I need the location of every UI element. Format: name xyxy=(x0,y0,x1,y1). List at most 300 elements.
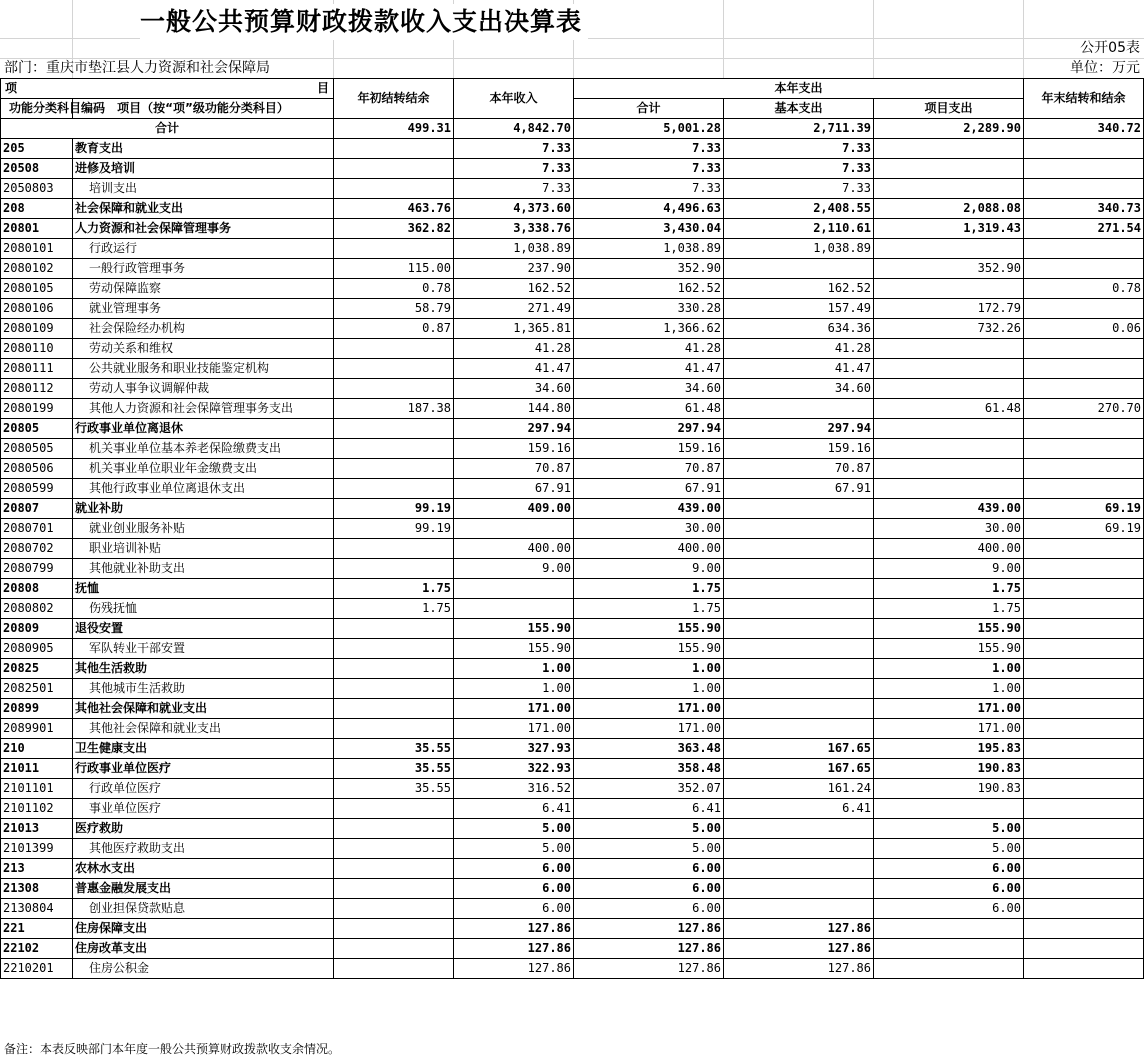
cell-name: 行政事业单位离退休 xyxy=(73,419,334,439)
cell-income: 70.87 xyxy=(454,459,574,479)
cell-code: 2080199 xyxy=(1,399,73,419)
cell-opening xyxy=(334,719,454,739)
cell-opening xyxy=(334,799,454,819)
cell-income: 409.00 xyxy=(454,499,574,519)
cell-code: 2080505 xyxy=(1,439,73,459)
cell-basic: 6.41 xyxy=(724,799,874,819)
cell-opening xyxy=(334,339,454,359)
cell-code: 20899 xyxy=(1,699,73,719)
cell-closing: 340.72 xyxy=(1024,119,1144,139)
cell-closing xyxy=(1024,559,1144,579)
cell-basic: 34.60 xyxy=(724,379,874,399)
cell-name: 机关事业单位职业年金缴费支出 xyxy=(73,459,334,479)
cell-code: 2080702 xyxy=(1,539,73,559)
cell-code: 2080905 xyxy=(1,639,73,659)
cell-code: 2089901 xyxy=(1,719,73,739)
cell-closing: 271.54 xyxy=(1024,219,1144,239)
cell-opening xyxy=(334,379,454,399)
table-row xyxy=(1,619,1144,639)
cell-basic: 67.91 xyxy=(724,479,874,499)
cell-total: 70.87 xyxy=(574,459,724,479)
cell-closing xyxy=(1024,439,1144,459)
cell-income: 271.49 xyxy=(454,299,574,319)
table-row xyxy=(1,819,1144,839)
cell-total: 1,366.62 xyxy=(574,319,724,339)
cell-basic xyxy=(724,519,874,539)
cell-total: 1.00 xyxy=(574,679,724,699)
cell-closing xyxy=(1024,699,1144,719)
table-row xyxy=(1,699,1144,719)
cell-income: 327.93 xyxy=(454,739,574,759)
cell-basic: 7.33 xyxy=(724,179,874,199)
cell-name: 劳动保障监察 xyxy=(73,279,334,299)
cell-name: 退役安置 xyxy=(73,619,334,639)
cell-basic: 2,711.39 xyxy=(724,119,874,139)
table-row xyxy=(1,559,1144,579)
cell-income: 7.33 xyxy=(454,179,574,199)
cell-project xyxy=(874,959,1024,979)
cell-total: 127.86 xyxy=(574,939,724,959)
cell-code: 2130804 xyxy=(1,899,73,919)
cell-project: 1.75 xyxy=(874,599,1024,619)
cell-closing xyxy=(1024,579,1144,599)
table-row xyxy=(1,799,1144,819)
cell-opening xyxy=(334,699,454,719)
cell-basic xyxy=(724,579,874,599)
cell-total: 61.48 xyxy=(574,399,724,419)
cell-basic: 161.24 xyxy=(724,779,874,799)
cell-code: 2101399 xyxy=(1,839,73,859)
cell-opening: 58.79 xyxy=(334,299,454,319)
cell-basic xyxy=(724,639,874,659)
cell-total: 439.00 xyxy=(574,499,724,519)
header-mu: 目 xyxy=(316,81,329,95)
cell-name: 住房保障支出 xyxy=(73,919,334,939)
cell-income xyxy=(454,579,574,599)
cell-income: 1,038.89 xyxy=(454,239,574,259)
cell-opening xyxy=(334,619,454,639)
cell-code: 20801 xyxy=(1,219,73,239)
cell-income: 155.90 xyxy=(454,619,574,639)
cell-basic: 167.65 xyxy=(724,739,874,759)
cell-opening xyxy=(334,899,454,919)
cell-income: 67.91 xyxy=(454,479,574,499)
cell-closing xyxy=(1024,659,1144,679)
cell-total: 5.00 xyxy=(574,839,724,859)
cell-income: 1,365.81 xyxy=(454,319,574,339)
header-expense-group: 本年支出 xyxy=(574,79,1024,99)
cell-closing: 0.78 xyxy=(1024,279,1144,299)
cell-name: 一般行政管理事务 xyxy=(73,259,334,279)
cell-project: 61.48 xyxy=(874,399,1024,419)
table-row xyxy=(1,239,1144,259)
cell-basic xyxy=(724,899,874,919)
cell-name: 人力资源和社会保障管理事务 xyxy=(73,219,334,239)
table-row xyxy=(1,459,1144,479)
cell-project: 1.75 xyxy=(874,579,1024,599)
table-row xyxy=(1,479,1144,499)
cell-code: 208 xyxy=(1,199,73,219)
cell-name: 其他医疗救助支出 xyxy=(73,839,334,859)
header-total: 合计 xyxy=(574,99,724,119)
table-row xyxy=(1,579,1144,599)
cell-project: 195.83 xyxy=(874,739,1024,759)
cell-total: 9.00 xyxy=(574,559,724,579)
cell-code: 2101102 xyxy=(1,799,73,819)
cell-code: 22102 xyxy=(1,939,73,959)
cell-code: 21308 xyxy=(1,879,73,899)
table-row xyxy=(1,759,1144,779)
table-row xyxy=(1,439,1144,459)
header-closing-balance: 年末结转和结余 xyxy=(1024,79,1144,119)
table-row xyxy=(1,219,1144,239)
cell-code: 2080106 xyxy=(1,299,73,319)
header-opening-balance: 年初结转结余 xyxy=(334,79,454,119)
cell-closing xyxy=(1024,859,1144,879)
cell-code: 21013 xyxy=(1,819,73,839)
cell-basic xyxy=(724,859,874,879)
table-row xyxy=(1,959,1144,979)
cell-name: 其他人力资源和社会保障管理事务支出 xyxy=(73,399,334,419)
cell-total: 352.07 xyxy=(574,779,724,799)
cell-closing xyxy=(1024,799,1144,819)
cell-closing xyxy=(1024,819,1144,839)
cell-closing xyxy=(1024,919,1144,939)
cell-name: 进修及培训 xyxy=(73,159,334,179)
cell-code: 20508 xyxy=(1,159,73,179)
cell-closing xyxy=(1024,939,1144,959)
cell-code: 2080101 xyxy=(1,239,73,259)
table-row xyxy=(1,899,1144,919)
cell-closing xyxy=(1024,739,1144,759)
cell-basic xyxy=(724,679,874,699)
cell-total: 3,430.04 xyxy=(574,219,724,239)
cell-project xyxy=(874,279,1024,299)
cell-closing xyxy=(1024,379,1144,399)
table-row xyxy=(1,499,1144,519)
cell-opening: 1.75 xyxy=(334,579,454,599)
cell-project: 6.00 xyxy=(874,879,1024,899)
cell-closing xyxy=(1024,899,1144,919)
table-row xyxy=(1,179,1144,199)
cell-project: 155.90 xyxy=(874,639,1024,659)
cell-income: 297.94 xyxy=(454,419,574,439)
cell-total: 330.28 xyxy=(574,299,724,319)
cell-basic: 127.86 xyxy=(724,919,874,939)
cell-opening: 362.82 xyxy=(334,219,454,239)
cell-project: 6.00 xyxy=(874,859,1024,879)
cell-total: 30.00 xyxy=(574,519,724,539)
cell-code: 20825 xyxy=(1,659,73,679)
cell-closing xyxy=(1024,139,1144,159)
cell-code: 2050803 xyxy=(1,179,73,199)
cell-basic xyxy=(724,719,874,739)
cell-total: 1.75 xyxy=(574,579,724,599)
table-row xyxy=(1,339,1144,359)
cell-code: 20809 xyxy=(1,619,73,639)
cell-opening xyxy=(334,939,454,959)
cell-code: 2080599 xyxy=(1,479,73,499)
header-income: 本年收入 xyxy=(454,79,574,119)
cell-basic xyxy=(724,499,874,519)
cell-closing xyxy=(1024,359,1144,379)
cell-total: 159.16 xyxy=(574,439,724,459)
cell-code: 2080799 xyxy=(1,559,73,579)
table-row xyxy=(1,419,1144,439)
cell-basic xyxy=(724,619,874,639)
header-project: 项目支出 xyxy=(874,99,1024,119)
cell-project: 172.79 xyxy=(874,299,1024,319)
cell-closing: 69.19 xyxy=(1024,519,1144,539)
cell-closing xyxy=(1024,339,1144,359)
cell-total: 171.00 xyxy=(574,719,724,739)
table-row xyxy=(1,519,1144,539)
cell-basic: 7.33 xyxy=(724,159,874,179)
cell-name: 其他就业补助支出 xyxy=(73,559,334,579)
cell-opening xyxy=(334,359,454,379)
cell-closing xyxy=(1024,619,1144,639)
cell-code: 210 xyxy=(1,739,73,759)
cell-income: 127.86 xyxy=(454,959,574,979)
cell-name: 抚恤 xyxy=(73,579,334,599)
cell-opening xyxy=(334,879,454,899)
table-row xyxy=(1,159,1144,179)
cell-name: 机关事业单位基本养老保险缴费支出 xyxy=(73,439,334,459)
cell-income: 6.41 xyxy=(454,799,574,819)
cell-closing: 0.06 xyxy=(1024,319,1144,339)
table-row xyxy=(1,639,1144,659)
cell-code: 2080105 xyxy=(1,279,73,299)
table-row xyxy=(1,779,1144,799)
cell-code: 2080109 xyxy=(1,319,73,339)
cell-name: 卫生健康支出 xyxy=(73,739,334,759)
cell-basic xyxy=(724,699,874,719)
cell-closing xyxy=(1024,839,1144,859)
cell-income: 6.00 xyxy=(454,899,574,919)
table-body xyxy=(1,119,1144,979)
cell-code: 213 xyxy=(1,859,73,879)
cell-code: 2080110 xyxy=(1,339,73,359)
cell-income xyxy=(454,599,574,619)
cell-basic xyxy=(724,839,874,859)
cell-name: 普惠金融发展支出 xyxy=(73,879,334,899)
cell-income: 34.60 xyxy=(454,379,574,399)
cell-income xyxy=(454,519,574,539)
table-row xyxy=(1,259,1144,279)
cell-project: 439.00 xyxy=(874,499,1024,519)
cell-name: 住房改革支出 xyxy=(73,939,334,959)
cell-code: 20808 xyxy=(1,579,73,599)
cell-income: 127.86 xyxy=(454,919,574,939)
cell-name: 其他社会保障和就业支出 xyxy=(73,719,334,739)
cell-total: 162.52 xyxy=(574,279,724,299)
cell-income: 316.52 xyxy=(454,779,574,799)
table-row xyxy=(1,719,1144,739)
table-row xyxy=(1,659,1144,679)
cell-income: 1.00 xyxy=(454,679,574,699)
cell-closing xyxy=(1024,419,1144,439)
cell-basic: 159.16 xyxy=(724,439,874,459)
cell-project xyxy=(874,939,1024,959)
cell-income: 1.00 xyxy=(454,659,574,679)
cell-closing xyxy=(1024,539,1144,559)
cell-code: 2210201 xyxy=(1,959,73,979)
cell-total: 5,001.28 xyxy=(574,119,724,139)
cell-project xyxy=(874,919,1024,939)
cell-project: 5.00 xyxy=(874,819,1024,839)
cell-opening xyxy=(334,539,454,559)
cell-income: 171.00 xyxy=(454,719,574,739)
cell-project: 5.00 xyxy=(874,839,1024,859)
cell-code: 2080111 xyxy=(1,359,73,379)
cell-project: 190.83 xyxy=(874,759,1024,779)
table-row xyxy=(1,599,1144,619)
cell-total: 4,496.63 xyxy=(574,199,724,219)
cell-opening xyxy=(334,919,454,939)
cell-closing xyxy=(1024,259,1144,279)
cell-basic: 297.94 xyxy=(724,419,874,439)
cell-project: 2,289.90 xyxy=(874,119,1024,139)
cell-total: 6.00 xyxy=(574,859,724,879)
cell-opening xyxy=(334,139,454,159)
cell-opening xyxy=(334,559,454,579)
cell-name: 社会保障和就业支出 xyxy=(73,199,334,219)
cell-name: 农林水支出 xyxy=(73,859,334,879)
cell-closing xyxy=(1024,599,1144,619)
cell-income: 171.00 xyxy=(454,699,574,719)
cell-name: 教育支出 xyxy=(73,139,334,159)
cell-opening: 499.31 xyxy=(334,119,454,139)
cell-project: 9.00 xyxy=(874,559,1024,579)
cell-project xyxy=(874,459,1024,479)
cell-opening xyxy=(334,479,454,499)
cell-project: 171.00 xyxy=(874,719,1024,739)
table-row xyxy=(1,359,1144,379)
table-row xyxy=(1,379,1144,399)
cell-project xyxy=(874,419,1024,439)
header-name: 项目（按“项”级功能分类科目） xyxy=(73,99,334,119)
cell-project: 2,088.08 xyxy=(874,199,1024,219)
cell-name: 就业补助 xyxy=(73,499,334,519)
page-title: 一般公共预算财政拨款收入支出决算表 xyxy=(140,4,588,40)
cell-name: 培训支出 xyxy=(73,179,334,199)
cell-project xyxy=(874,339,1024,359)
cell-closing xyxy=(1024,639,1144,659)
cell-income: 7.33 xyxy=(454,139,574,159)
cell-project xyxy=(874,139,1024,159)
cell-project: 155.90 xyxy=(874,619,1024,639)
cell-basic: 634.36 xyxy=(724,319,874,339)
cell-project xyxy=(874,179,1024,199)
cell-total: 127.86 xyxy=(574,959,724,979)
cell-closing: 340.73 xyxy=(1024,199,1144,219)
cell-basic: 41.47 xyxy=(724,359,874,379)
cell-basic: 41.28 xyxy=(724,339,874,359)
cell-opening xyxy=(334,859,454,879)
cell-income: 162.52 xyxy=(454,279,574,299)
cell-name: 行政运行 xyxy=(73,239,334,259)
cell-project xyxy=(874,239,1024,259)
header-xiang-mu xyxy=(1,79,334,99)
table-row xyxy=(1,299,1144,319)
cell-code: 2080802 xyxy=(1,599,73,619)
cell-code: 221 xyxy=(1,919,73,939)
cell-project: 352.90 xyxy=(874,259,1024,279)
cell-name: 伤残抚恤 xyxy=(73,599,334,619)
cell-income: 4,373.60 xyxy=(454,199,574,219)
cell-name: 劳动人事争议调解仲裁 xyxy=(73,379,334,399)
cell-name: 创业担保贷款贴息 xyxy=(73,899,334,919)
cell-opening: 99.19 xyxy=(334,499,454,519)
cell-name: 事业单位医疗 xyxy=(73,799,334,819)
cell-income: 41.28 xyxy=(454,339,574,359)
header-basic: 基本支出 xyxy=(724,99,874,119)
cell-project: 171.00 xyxy=(874,699,1024,719)
cell-basic xyxy=(724,259,874,279)
cell-total: 127.86 xyxy=(574,919,724,939)
cell-basic: 7.33 xyxy=(724,139,874,159)
cell-project: 400.00 xyxy=(874,539,1024,559)
cell-code: 2080112 xyxy=(1,379,73,399)
cell-closing xyxy=(1024,879,1144,899)
cell-code: 2082501 xyxy=(1,679,73,699)
cell-project: 1,319.43 xyxy=(874,219,1024,239)
cell-closing xyxy=(1024,179,1144,199)
cell-total: 1,038.89 xyxy=(574,239,724,259)
cell-project xyxy=(874,479,1024,499)
cell-name: 住房公积金 xyxy=(73,959,334,979)
cell-total: 400.00 xyxy=(574,539,724,559)
cell-total: 6.00 xyxy=(574,899,724,919)
cell-basic: 70.87 xyxy=(724,459,874,479)
cell-income: 144.80 xyxy=(454,399,574,419)
table-row xyxy=(1,139,1144,159)
table-row xyxy=(1,119,1144,139)
cell-income: 4,842.70 xyxy=(454,119,574,139)
cell-name: 其他行政事业单位离退休支出 xyxy=(73,479,334,499)
cell-total: 363.48 xyxy=(574,739,724,759)
cell-basic xyxy=(724,659,874,679)
cell-basic xyxy=(724,879,874,899)
table-row xyxy=(1,859,1144,879)
cell-total: 6.00 xyxy=(574,879,724,899)
cell-opening: 115.00 xyxy=(334,259,454,279)
cell-project xyxy=(874,439,1024,459)
cell-income: 5.00 xyxy=(454,819,574,839)
cell-basic: 2,408.55 xyxy=(724,199,874,219)
cell-code: 2080506 xyxy=(1,459,73,479)
cell-opening: 35.55 xyxy=(334,779,454,799)
cell-opening xyxy=(334,659,454,679)
cell-opening: 187.38 xyxy=(334,399,454,419)
cell-total: 7.33 xyxy=(574,139,724,159)
cell-income: 400.00 xyxy=(454,539,574,559)
cell-name: 就业管理事务 xyxy=(73,299,334,319)
cell-opening xyxy=(334,839,454,859)
cell-total: 5.00 xyxy=(574,819,724,839)
cell-opening xyxy=(334,439,454,459)
cell-code: 205 xyxy=(1,139,73,159)
cell-opening: 0.87 xyxy=(334,319,454,339)
cell-closing xyxy=(1024,459,1144,479)
table-row xyxy=(1,839,1144,859)
cell-income: 5.00 xyxy=(454,839,574,859)
cell-closing xyxy=(1024,159,1144,179)
table-row xyxy=(1,279,1144,299)
cell-total: 34.60 xyxy=(574,379,724,399)
cell-basic xyxy=(724,539,874,559)
form-number: 公开05表 xyxy=(1080,40,1140,56)
